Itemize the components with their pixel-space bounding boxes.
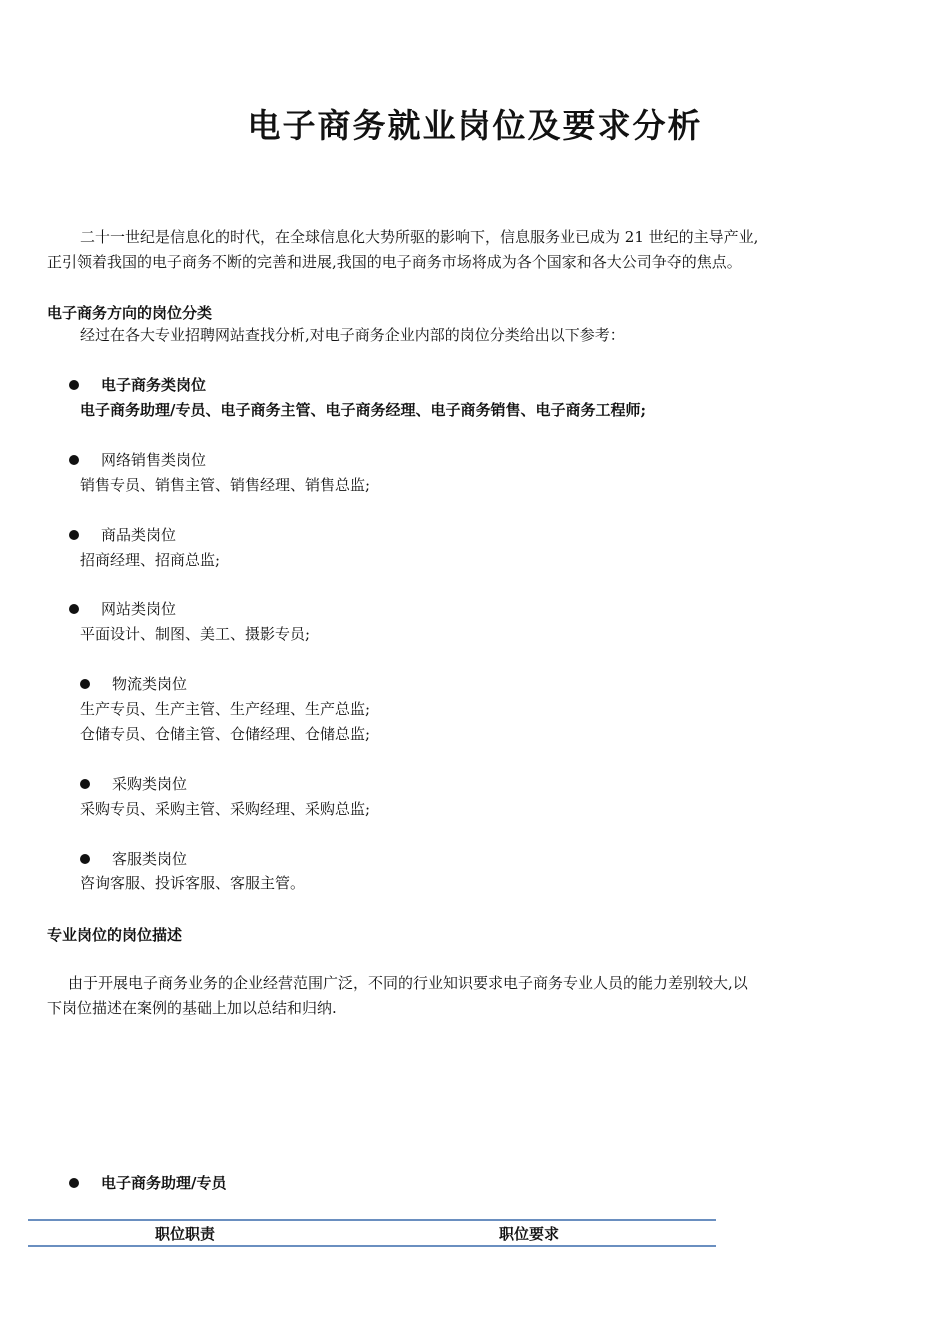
category-item bbox=[69, 524, 176, 545]
section-heading-descriptions: 专业岗位的岗位描述 bbox=[47, 926, 183, 944]
category-detail: 咨询客服、投诉客服、客服主管。 bbox=[80, 874, 306, 892]
category-name: 物流类岗位 bbox=[112, 675, 188, 693]
section2-line-1: 由于开展电子商务业务的企业经营范围广泛，不同的行业知识要求电子商务专业人员的能力差别较大,以 bbox=[68, 974, 748, 992]
section-intro: 经过在各大专业招聘网站查找分析,对电子商务企业内部的岗位分类给出以下参考： bbox=[80, 326, 625, 344]
category-item bbox=[80, 673, 187, 694]
bullet-icon bbox=[69, 530, 79, 540]
category-detail: 平面设计、制图、美工、摄影专员; bbox=[80, 625, 311, 643]
category-item bbox=[80, 848, 187, 869]
category-name: 采购类岗位 bbox=[112, 775, 188, 793]
bullet-icon bbox=[69, 1178, 79, 1188]
intro-line-2: 正引领着我国的电子商务不断的完善和进展,我国的电子商务市场将成为各个国家和各大公司争夺的焦点。 bbox=[47, 253, 742, 271]
category-detail: 电子商务助理/专员、电子商务主管、电子商务经理、电子商务销售、电子商务工程师; bbox=[80, 401, 647, 419]
category-detail: 仓储专员、仓储主管、仓储经理、仓储总监; bbox=[80, 725, 371, 743]
bullet-icon bbox=[69, 604, 79, 614]
intro-line-1: 二十一世纪是信息化的时代，在全球信息化大势所驱的影响下，信息服务业已成为 21 世纪的主导产业, bbox=[80, 228, 759, 246]
bullet-icon bbox=[69, 380, 79, 390]
category-item bbox=[80, 773, 187, 794]
bullet-icon bbox=[80, 779, 90, 789]
category-detail: 销售专员、销售主管、销售经理、销售总监; bbox=[80, 476, 371, 494]
category-name: 网络销售类岗位 bbox=[101, 451, 207, 469]
table-header-requirements: 职位要求 bbox=[499, 1225, 560, 1243]
category-name: 网站类岗位 bbox=[101, 600, 177, 618]
category-name: 客服类岗位 bbox=[112, 850, 188, 868]
category-detail: 招商经理、招商总监; bbox=[80, 551, 221, 569]
bullet-icon bbox=[80, 679, 90, 689]
table-top-rule bbox=[28, 1219, 716, 1221]
table-header-rule bbox=[28, 1245, 716, 1247]
subsection-title: 电子商务助理/专员 bbox=[101, 1174, 227, 1192]
category-detail: 生产专员、生产主管、生产经理、生产总监; bbox=[80, 700, 371, 718]
bullet-icon bbox=[80, 854, 90, 864]
category-item bbox=[69, 598, 176, 619]
bullet-icon bbox=[69, 455, 79, 465]
category-item bbox=[69, 374, 206, 395]
category-name: 电子商务类岗位 bbox=[101, 376, 207, 394]
subsection-heading bbox=[69, 1172, 226, 1193]
section-heading-categories: 电子商务方向的岗位分类 bbox=[47, 304, 213, 322]
table-header-duties: 职位职责 bbox=[155, 1225, 216, 1243]
page-title: 电子商务就业岗位及要求分析 bbox=[247, 106, 703, 145]
category-detail: 采购专员、采购主管、采购经理、采购总监; bbox=[80, 800, 371, 818]
category-name: 商品类岗位 bbox=[101, 526, 177, 544]
section2-line-2: 下岗位描述在案例的基础上加以总结和归纳. bbox=[47, 999, 337, 1017]
category-item bbox=[69, 449, 206, 470]
